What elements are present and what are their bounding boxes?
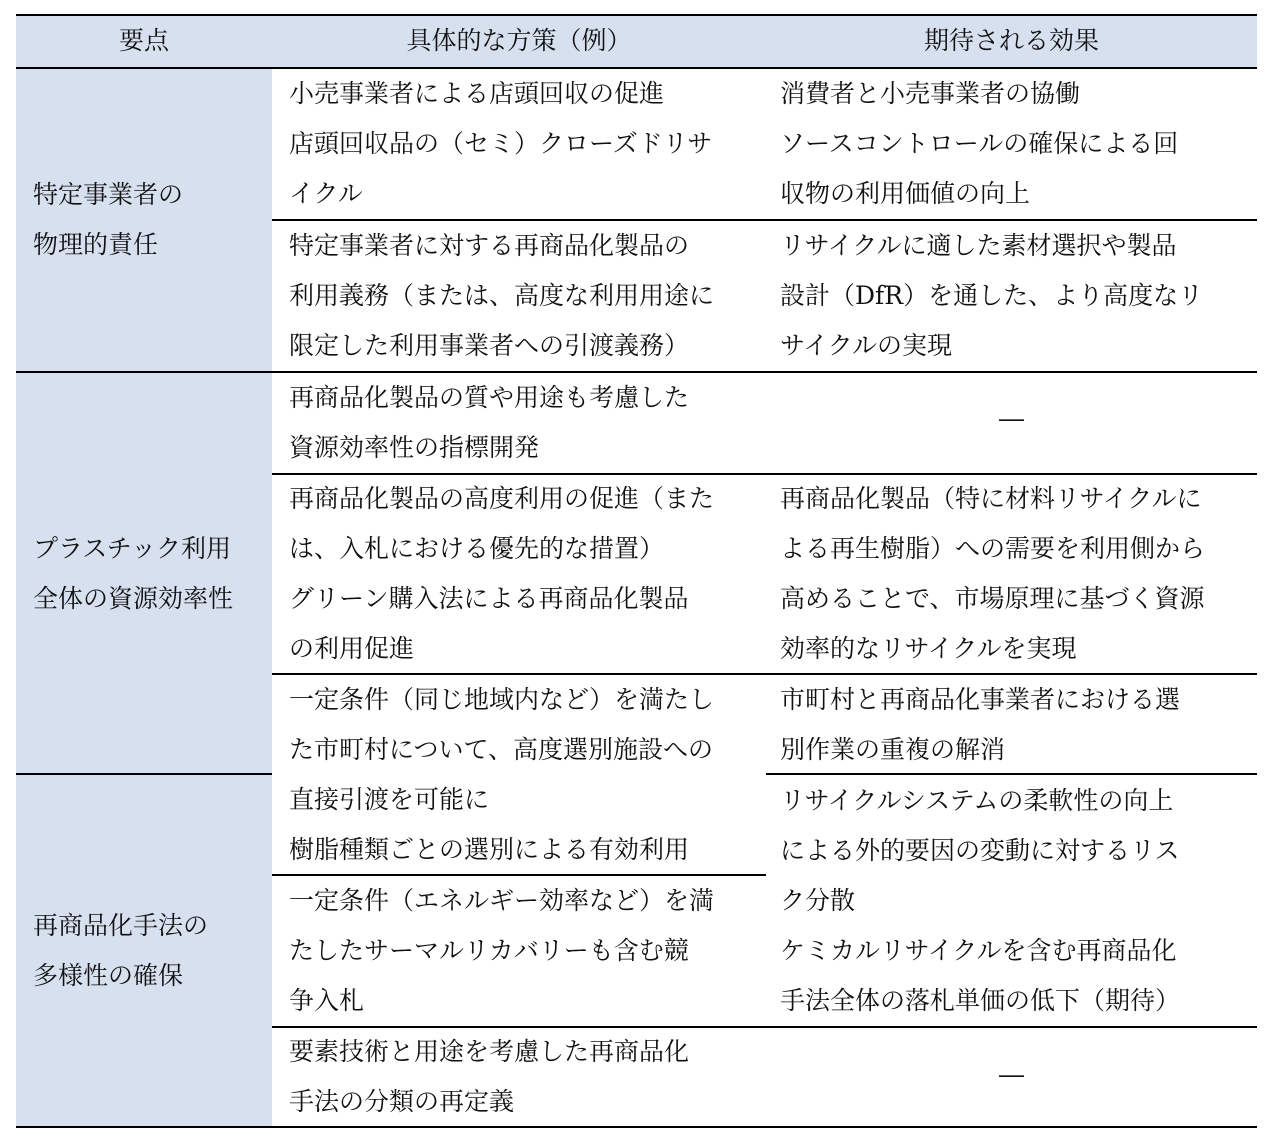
header-col-point: 要点 (118, 26, 169, 55)
effect-1-2: リサイクルに適した素材選択や製品 設計（DfR）を通した、より高度なリ サイクルの実現 (780, 231, 1204, 360)
measure-3-1: 一定条件（エネルギー効率など）を満 たしたサーマルリカバリーも含む競 争入札 (289, 886, 715, 1015)
header-col-measures: 具体的な方策（例） (406, 26, 632, 55)
effect-2-1: ― (999, 404, 1024, 433)
effect-3-1: リサイクルシステムの柔軟性の向上 による外的要因の変動に対するリス ク分散 ケミカルリサイクルを含む再商品化 手法全体の落札単価の低下（期待） (780, 786, 1181, 1015)
section-label-2: プラスチック利用 全体の資源効率性 (33, 534, 234, 613)
section-label-3: 再商品化手法の 多様性の確保 (33, 911, 209, 990)
measure-2-2: 再商品化製品の高度利用の促進（また は、入札における優先的な措置） グリーン購入法による再商品化製品 の利用促進 (289, 484, 715, 663)
measure-3-2: 要素技術と用途を考慮した再商品化 手法の分類の再定義 (289, 1037, 690, 1116)
effect-2-2: 再商品化製品（特に材料リサイクルに よる再生樹脂）への需要を利用側から 高めることで、市場原理に基づく資源 効率的なリサイクルを実現 (780, 484, 1206, 663)
measure-2-3: 一定条件（同じ地域内など）を満たし た市町村について、高度選別施設への 直接引渡を可能に 樹脂種類ごとの選別による有効利用 (289, 685, 715, 864)
rule-top (16, 14, 1257, 16)
section-label-1: 特定事業者の 物理的責任 (33, 180, 184, 259)
header-col-effects: 期待される効果 (923, 26, 1099, 55)
effect-3-2: ― (999, 1060, 1024, 1089)
measure-2-1: 再商品化製品の質や用途も考慮した 資源効率性の指標開発 (289, 383, 690, 462)
measure-1-1: 小売事業者による店頭回収の促進 店頭回収品の（セミ）クローズドリサ イクル (289, 79, 713, 208)
effect-1-1: 消費者と小売事業者の協働 ソースコントロールの確保による回 収物の利用価値の向上 (780, 79, 1179, 208)
effect-2-3: 市町村と再商品化事業者における選 別作業の重複の解消 (780, 685, 1181, 764)
measure-1-2: 特定事業者に対する再商品化製品の 利用義務（または、高度な利用用途に 限定した利用事業者への引渡義務） (289, 231, 715, 360)
rule-section-2 (16, 773, 272, 775)
